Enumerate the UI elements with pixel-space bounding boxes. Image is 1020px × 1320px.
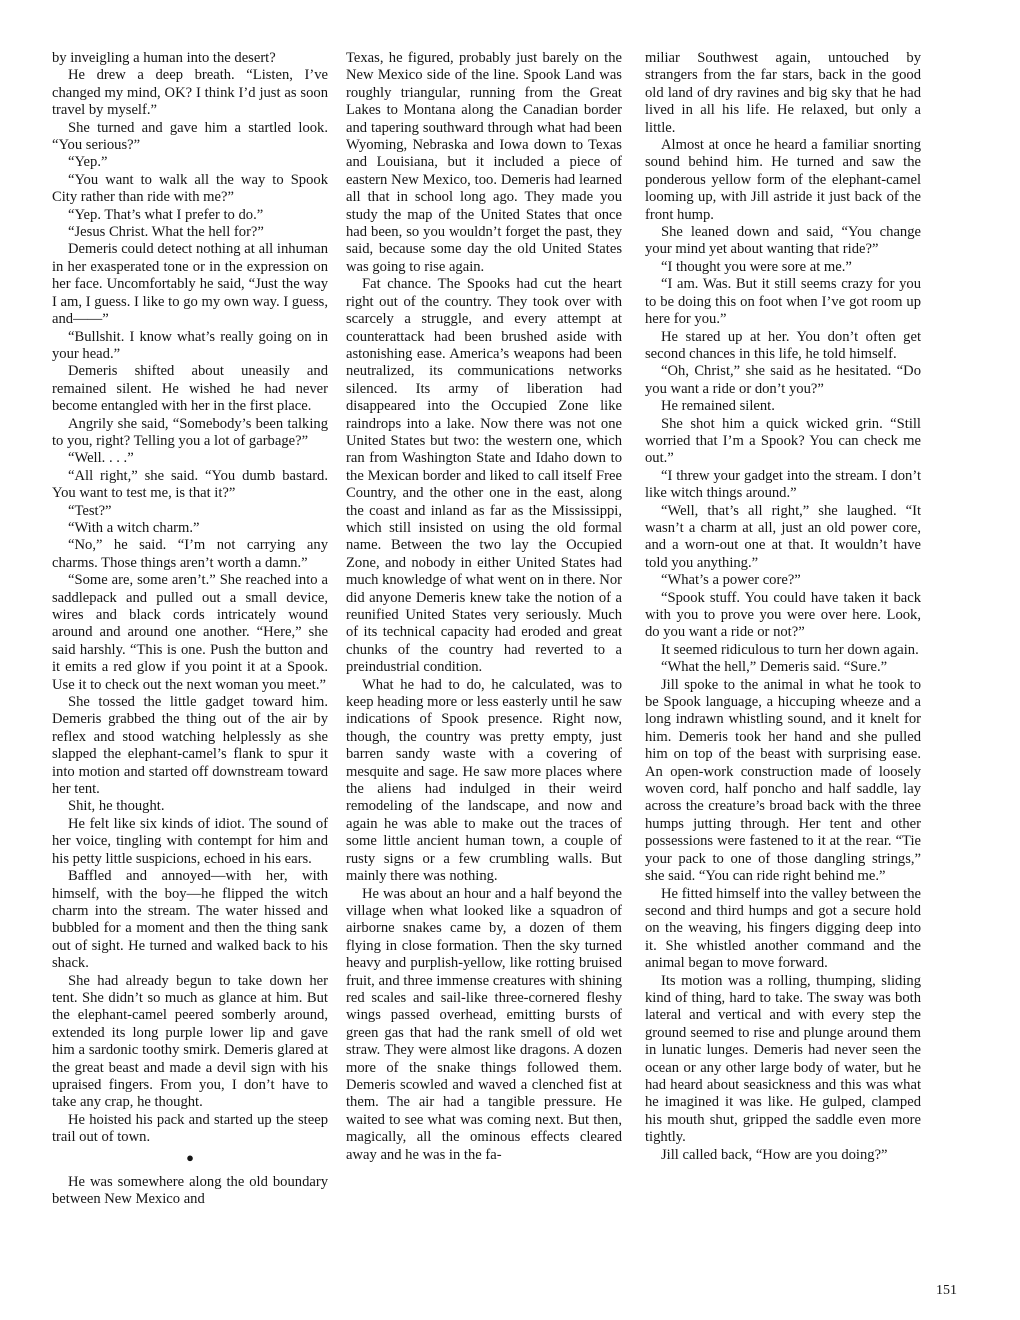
paragraph: “Bullshit. I know what’s really going on in your head.” — [52, 328, 328, 362]
paragraph: “Oh, Christ,” she said as he hesitated. “Do you want a ride or don’t you?” — [645, 363, 921, 397]
page-number: 151 — [936, 1283, 957, 1298]
paragraph: “Test?” — [68, 502, 112, 519]
paragraph: by inveigling a human into the desert? — [52, 50, 276, 66]
paragraph: “What’s a power core?” — [661, 572, 801, 589]
paragraph: He was about an hour and a half beyond the village when what looked like a squadron of airborne snakes came by, a dozen of them flying in close formation. Then the sky turned heavy and purplish-yellow, like rotting bruised fruit, and three immense creatures with shining red scales and sail-like three-cornered fleshy wings passed overhead, emitting bursts of green gas that had the rank smell of old wet straw. They were almost like dragons. A dozen more of the snake things followed them. Demeris scowled and waved a clenched fist at them. The air had a tangible pressure. He waited to see what was coming next. But then, magically, all the ominous effects cleared away and he was in the fa- — [346, 885, 622, 1163]
paragraph: “Yep.” — [68, 154, 108, 171]
text-column-1 — [52, 50, 328, 1300]
paragraph: “I am. Was. But it still seems crazy for you to be doing this on foot when I’ve got room up here for you.” — [645, 276, 921, 328]
paragraph: “With a witch charm.” — [68, 519, 200, 536]
paragraph: She had already begun to take down her tent. She didn’t so much as glance at him. But the elephant-camel peered somberly around, extended its long purple lower lip and gave him a sardonic toothy smirk. Demeris glared at the great beast and made a devil sign with his upraised fingers. From you, I don’t have to take any crap, he thought. — [52, 972, 328, 1111]
paragraph: He stared up at her. You don’t often get second chances in this life, he told himself. — [645, 328, 921, 362]
paragraph: She leaned down and said, “You change your mind yet about wanting that ride?” — [645, 224, 921, 258]
paragraph: She tossed the little gadget toward him. Demeris grabbed the thing out of the air by reflex and stood watching helplessly as she slapped the elephant-camel’s flank to spur it into motion and started off downstream toward her tent. — [52, 694, 328, 798]
paragraph: Fat chance. The Spooks had cut the heart right out of the country. They took over with scarcely a struggle, and every attempt at counterattack had been brushed aside with astonishing ease. America’s weapons had been neutralized, its communications networks silenced. Its army of liberation had disappeared into the Occupied Zone like raindrops into a lake. Now there was not one United States but two: the western one, which ran from Washington State and Idaho down to the Mexican border and liked to call itself Free Country, and the other one in the east, along the coast and inland as far as the Mississippi, which still insisted on using the old formal name. Between the two lay the Occupied Zone, and nobody in either United States had much knowledge of what went on in there. Nor did anyone Demeris knew take the notion of a reunified United States very seriously. Much of its technical capacity had eroded and great chunks of the country had reverted to a preindustrial condition. — [346, 276, 622, 676]
paragraph: “What the hell,” Demeris said. “Sure.” — [661, 659, 888, 676]
paragraph: Jill called back, “How are you doing?” — [661, 1146, 888, 1163]
paragraph: Shit, he thought. — [68, 798, 165, 815]
paragraph: She turned and gave him a startled look. “You serious?” — [52, 119, 328, 154]
text-column-2 — [346, 50, 622, 1300]
paragraph: “You want to walk all the way to Spook City rather than ride with me?” — [52, 171, 328, 206]
paragraph: miliar Southwest again, untouched by strangers from the far stars, back in the good old land of dry ravines and big sky that he had lived in all his life. He relaxed, but only a little. — [645, 50, 921, 136]
paragraph: He drew a deep breath. “Listen, I’ve changed my mind, OK? I think I’d just as soon travel by myself.” — [52, 67, 328, 119]
paragraph: He fitted himself into the valley between the second and third humps and got a secure hold on the weaving, his fingers digging deep into it. She whistled another command and the animal began to move forward. — [645, 885, 921, 972]
paragraph: He remained silent. — [661, 398, 775, 415]
paragraph: “I threw your gadget into the stream. I don’t like witch things around.” — [645, 467, 921, 502]
paragraph: Demeris shifted about uneasily and remained silent. He wished he had never become entangled with her in the first place. — [52, 363, 328, 415]
section-break: ● — [186, 1149, 194, 1165]
paragraph: “I thought you were sore at me.” — [661, 258, 852, 275]
paragraph: Texas, he figured, probably just barely on the New Mexico side of the line. Spook Land was roughly triangular, running from the Great Lakes to Montana along the Canadian border and tapering southward through what had been Wyoming, Nebraska and Iowa down to Texas and Louisiana, but it included a piece of eastern New Mexico, too. Demeris had learned all that in school long ago. They made you study the map of the United States that once had been, so you wouldn’t forget the past, they said, because some day the old United States was going to rise again. — [346, 50, 622, 275]
paragraph: Almost at once he heard a familiar snorting sound behind him. He turned and saw the ponderous yellow form of the elephant-camel looming up, with Jill astride it just back of the front hump. — [645, 137, 921, 223]
paragraph: “No,” he said. “I’m not carrying any charms. Those things aren’t worth a damn.” — [52, 537, 328, 571]
paragraph: He felt like six kinds of idiot. The sound of her voice, tingling with contempt for him and his petty little suspicions, echoed in his ears. — [52, 815, 328, 867]
paragraph: What he had to do, he calculated, was to keep heading more or less easterly until he saw indications of Spook presence. Right now, though, the country was pretty empty, just barren sandy waste with a covering of mesquite and sage. He saw more places where the aliens had indulged in their weird remodeling of the landscape, and now and again he was able to make out the traces of some little ancient human town, a couple of rusty signs or a few crumbling walls. But mainly there was nothing. — [346, 676, 622, 885]
paragraph: “Some are, some aren’t.” She reached into a saddlepack and pulled out a small device, wires and black cords intricately wound around and around one another. “Here,” she said harshly. “This is one. Push the button and it emits a red glow if you point it at a Spook. Use it to check out the next woman you meet.” — [52, 572, 328, 693]
paragraph: Baffled and annoyed—with her, with himself, with the boy—he flipped the witch charm into the stream. The water hissed and bubbled for a moment and then the thing sank out of sight. He turned and walked back to his shack. — [52, 868, 328, 972]
paragraph: “Yep. That’s what I prefer to do.” — [68, 206, 264, 223]
paragraph: Demeris could detect nothing at all inhuman in her exasperated tone or in the expression on her face. Uncomfortably he said, “Just the way I am, I guess. I like to go my own way. I guess, and——” — [52, 241, 328, 328]
paragraph: She shot him a quick wicked grin. “Still worried that I’m a Spook? You can check me out.” — [645, 415, 921, 467]
paragraph: Jill spoke to the animal in what he took to be Spook language, a hiccuping wheeze and a long indrawn whistling sound, and it knelt for him. Demeris took her hand and she pulled him on top of the beast with surprising ease. An open-work construction made of loosely woven cord, half poncho and half saddle, lay across the creature’s broad back with the three humps jutting through. Her tent and other possessions were fastened to it at the rear. “Tie your pack to one of those dangling strings,” she said. “You can ride right behind me.” — [645, 676, 921, 885]
paragraph: “All right,” she said. “You dumb bastard. You want to test me, is that it?” — [52, 467, 328, 502]
paragraph: “Well, that’s all right,” she laughed. “It wasn’t a charm at all, just an old power core, and a worn-out one at that. It wouldn’t have told you anything.” — [645, 502, 921, 571]
paragraph: Its motion was a rolling, thumping, sliding kind of thing, hard to take. The sway was both lateral and vertical and with every step the ground seemed to rise and plunge around them in lunatic lunges. Demeris had never seen the ocean or any other large body of water, but he had heard about seasickness and this was what he imagined it was like. He gulped, clamped his mouth shut, gripped the saddle even more tightly. — [645, 972, 921, 1146]
paragraph: He was somewhere along the old boundary between New Mexico and — [52, 1174, 328, 1208]
paragraph: It seemed ridiculous to turn her down again. — [661, 641, 919, 658]
paragraph: Angrily she said, “Somebody’s been talking to you, right? Telling you a lot of garbage?” — [52, 415, 328, 449]
text-column-3 — [645, 50, 921, 1300]
paragraph: “Well. . . .” — [68, 450, 134, 467]
paragraph: He hoisted his pack and started up the steep trail out of town. — [52, 1111, 328, 1146]
paragraph: “Spook stuff. You could have taken it back with you to prove you were over here. Look, do you want a ride or not?” — [645, 589, 921, 641]
paragraph: “Jesus Christ. What the hell for?” — [68, 224, 264, 241]
